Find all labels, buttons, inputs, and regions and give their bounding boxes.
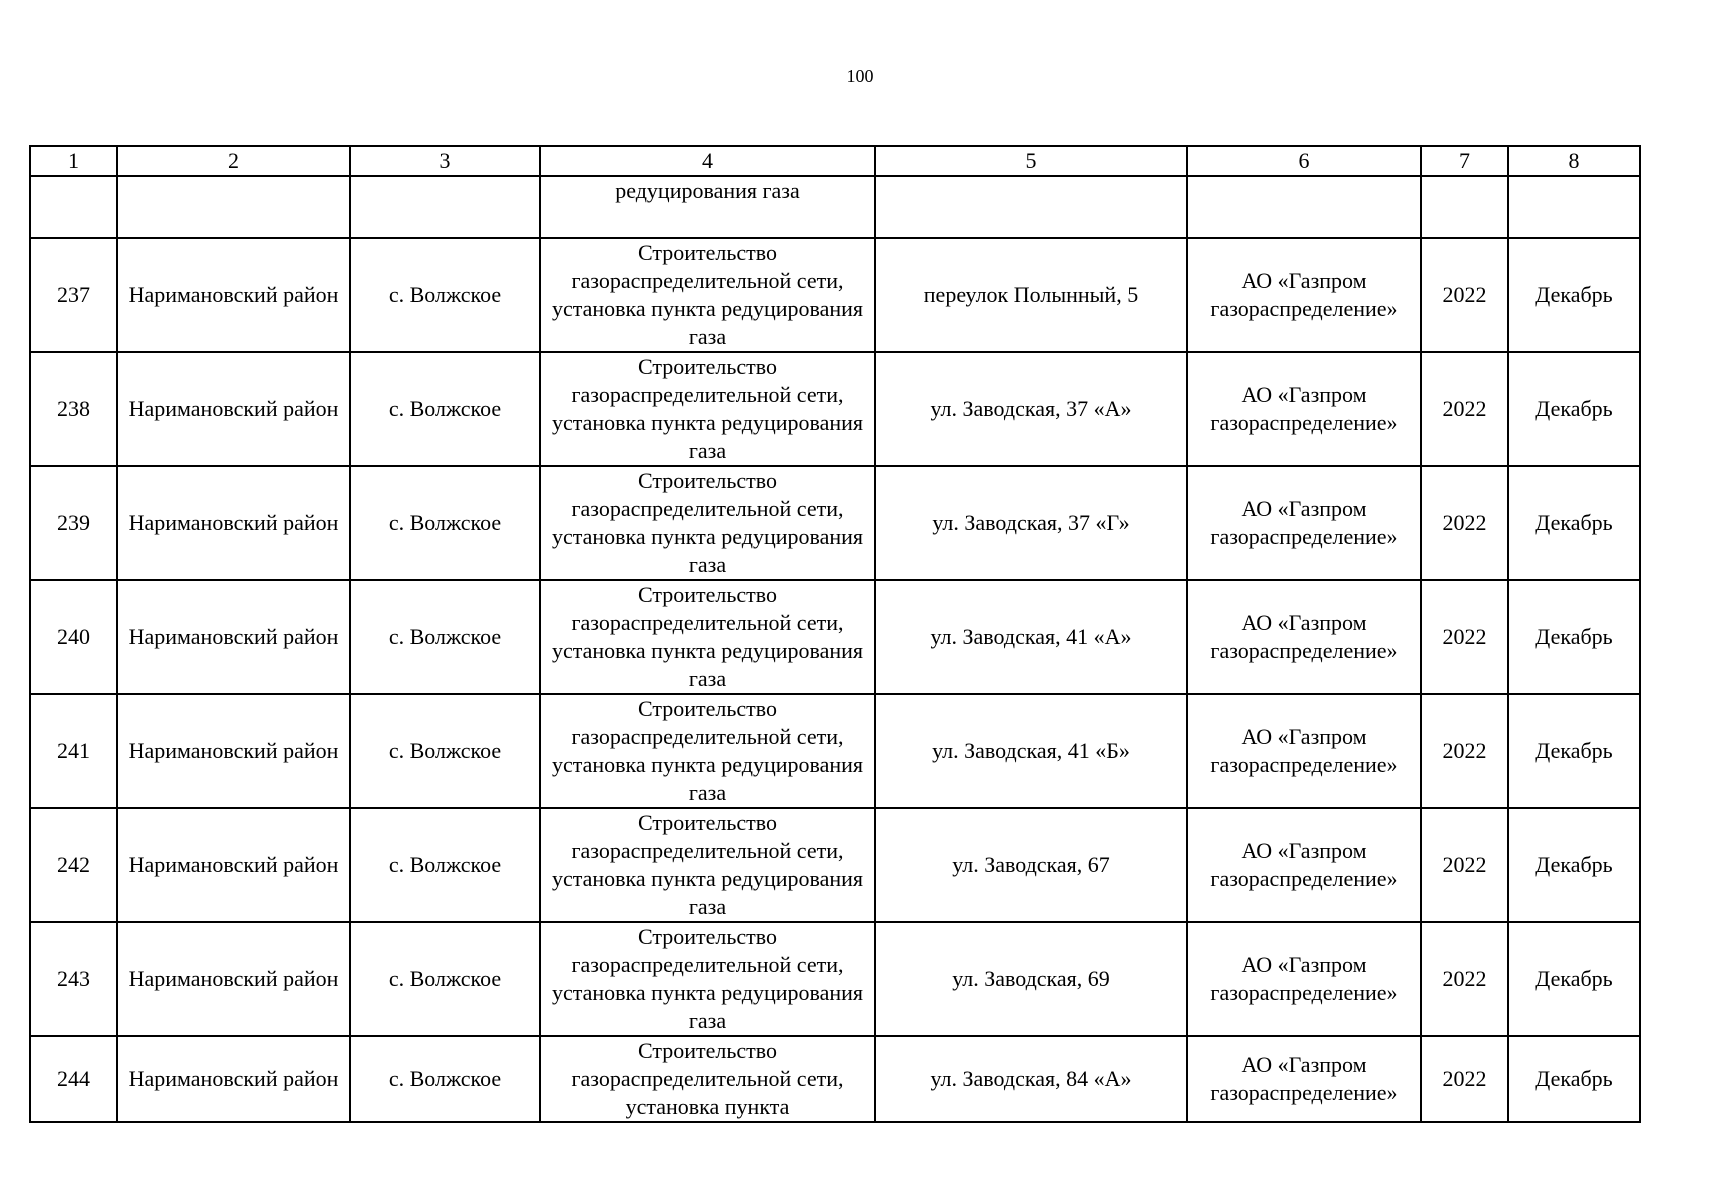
num-cell: 242 bbox=[30, 808, 117, 922]
settlement-cell: с. Волжское bbox=[350, 808, 540, 922]
year-cell: 2022 bbox=[1421, 466, 1508, 580]
table-row bbox=[30, 352, 1640, 466]
district-cell: Наримановский район bbox=[117, 922, 350, 1036]
column-header: 1 bbox=[30, 146, 117, 176]
year-cell: 2022 bbox=[1421, 694, 1508, 808]
organization-cell: АО «Газпром газораспределение» bbox=[1187, 694, 1421, 808]
work-cell: Строительство газораспределительной сети, установка пункта редуцирования газа bbox=[540, 808, 875, 922]
year-cell: 2022 bbox=[1421, 808, 1508, 922]
table-row bbox=[30, 466, 1640, 580]
settlement-cell: с. Волжское bbox=[350, 466, 540, 580]
address-cell: ул. Заводская, 69 bbox=[875, 922, 1187, 1036]
num-cell: 238 bbox=[30, 352, 117, 466]
year-cell bbox=[1421, 176, 1508, 238]
district-cell: Наримановский район bbox=[117, 694, 350, 808]
column-header: 8 bbox=[1508, 146, 1640, 176]
settlement-cell: с. Волжское bbox=[350, 352, 540, 466]
work-cell: Строительство газораспределительной сети, установка пункта редуцирования газа bbox=[540, 466, 875, 580]
work-cell: Строительство газораспределительной сети, установка пункта редуцирования газа bbox=[540, 352, 875, 466]
settlement-cell: с. Волжское bbox=[350, 1036, 540, 1122]
column-header: 5 bbox=[875, 146, 1187, 176]
table-row bbox=[30, 922, 1640, 1036]
year-cell: 2022 bbox=[1421, 922, 1508, 1036]
table-row bbox=[30, 808, 1640, 922]
month-cell: Декабрь bbox=[1508, 808, 1640, 922]
num-cell: 240 bbox=[30, 580, 117, 694]
column-header: 6 bbox=[1187, 146, 1421, 176]
table-row bbox=[30, 580, 1640, 694]
organization-cell: АО «Газпром газораспределение» bbox=[1187, 1036, 1421, 1122]
month-cell: Декабрь bbox=[1508, 352, 1640, 466]
settlement-cell: с. Волжское bbox=[350, 238, 540, 352]
settlement-cell: с. Волжское bbox=[350, 580, 540, 694]
continuation-row bbox=[30, 176, 1640, 238]
column-header: 7 bbox=[1421, 146, 1508, 176]
num-cell: 239 bbox=[30, 466, 117, 580]
work-cell: Строительство газораспределительной сети, установка пункта редуцирования газа bbox=[540, 922, 875, 1036]
gas-network-plan-table bbox=[29, 145, 1641, 1123]
address-cell: ул. Заводская, 84 «А» bbox=[875, 1036, 1187, 1122]
month-cell: Декабрь bbox=[1508, 922, 1640, 1036]
work-cell: Строительство газораспределительной сети, установка пункта редуцирования газа bbox=[540, 580, 875, 694]
address-cell: ул. Заводская, 41 «А» bbox=[875, 580, 1187, 694]
organization-cell: АО «Газпром газораспределение» bbox=[1187, 922, 1421, 1036]
settlement-cell: с. Волжское bbox=[350, 922, 540, 1036]
table-row bbox=[30, 238, 1640, 352]
month-cell: Декабрь bbox=[1508, 1036, 1640, 1122]
month-cell: Декабрь bbox=[1508, 694, 1640, 808]
district-cell: Наримановский район bbox=[117, 238, 350, 352]
num-cell: 243 bbox=[30, 922, 117, 1036]
num-cell bbox=[30, 176, 117, 238]
month-cell: Декабрь bbox=[1508, 580, 1640, 694]
address-cell bbox=[875, 176, 1187, 238]
work-cell: Строительство газораспределительной сети, установка пункта bbox=[540, 1036, 875, 1122]
address-cell: ул. Заводская, 37 «Г» bbox=[875, 466, 1187, 580]
num-cell: 244 bbox=[30, 1036, 117, 1122]
organization-cell: АО «Газпром газораспределение» bbox=[1187, 580, 1421, 694]
organization-cell: АО «Газпром газораспределение» bbox=[1187, 466, 1421, 580]
district-cell: Наримановский район bbox=[117, 808, 350, 922]
column-header: 3 bbox=[350, 146, 540, 176]
column-header: 4 bbox=[540, 146, 875, 176]
work-cell: редуцирования газа bbox=[540, 176, 875, 238]
table-row bbox=[30, 694, 1640, 808]
settlement-cell bbox=[350, 176, 540, 238]
num-cell: 241 bbox=[30, 694, 117, 808]
column-header: 2 bbox=[117, 146, 350, 176]
num-cell: 237 bbox=[30, 238, 117, 352]
address-cell: переулок Полынный, 5 bbox=[875, 238, 1187, 352]
organization-cell: АО «Газпром газораспределение» bbox=[1187, 238, 1421, 352]
district-cell: Наримановский район bbox=[117, 580, 350, 694]
settlement-cell: с. Волжское bbox=[350, 694, 540, 808]
table-row bbox=[30, 1036, 1640, 1122]
address-cell: ул. Заводская, 37 «А» bbox=[875, 352, 1187, 466]
page-number: 100 bbox=[846, 66, 874, 86]
address-cell: ул. Заводская, 67 bbox=[875, 808, 1187, 922]
year-cell: 2022 bbox=[1421, 352, 1508, 466]
month-cell bbox=[1508, 176, 1640, 238]
organization-cell bbox=[1187, 176, 1421, 238]
work-cell: Строительство газораспределительной сети, установка пункта редуцирования газа bbox=[540, 238, 875, 352]
month-cell: Декабрь bbox=[1508, 466, 1640, 580]
month-cell: Декабрь bbox=[1508, 238, 1640, 352]
district-cell: Наримановский район bbox=[117, 352, 350, 466]
year-cell: 2022 bbox=[1421, 1036, 1508, 1122]
organization-cell: АО «Газпром газораспределение» bbox=[1187, 352, 1421, 466]
work-cell: Строительство газораспределительной сети, установка пункта редуцирования газа bbox=[540, 694, 875, 808]
district-cell: Наримановский район bbox=[117, 466, 350, 580]
year-cell: 2022 bbox=[1421, 238, 1508, 352]
district-cell: Наримановский район bbox=[117, 1036, 350, 1122]
address-cell: ул. Заводская, 41 «Б» bbox=[875, 694, 1187, 808]
district-cell bbox=[117, 176, 350, 238]
year-cell: 2022 bbox=[1421, 580, 1508, 694]
organization-cell: АО «Газпром газораспределение» bbox=[1187, 808, 1421, 922]
header-row bbox=[30, 146, 1640, 176]
